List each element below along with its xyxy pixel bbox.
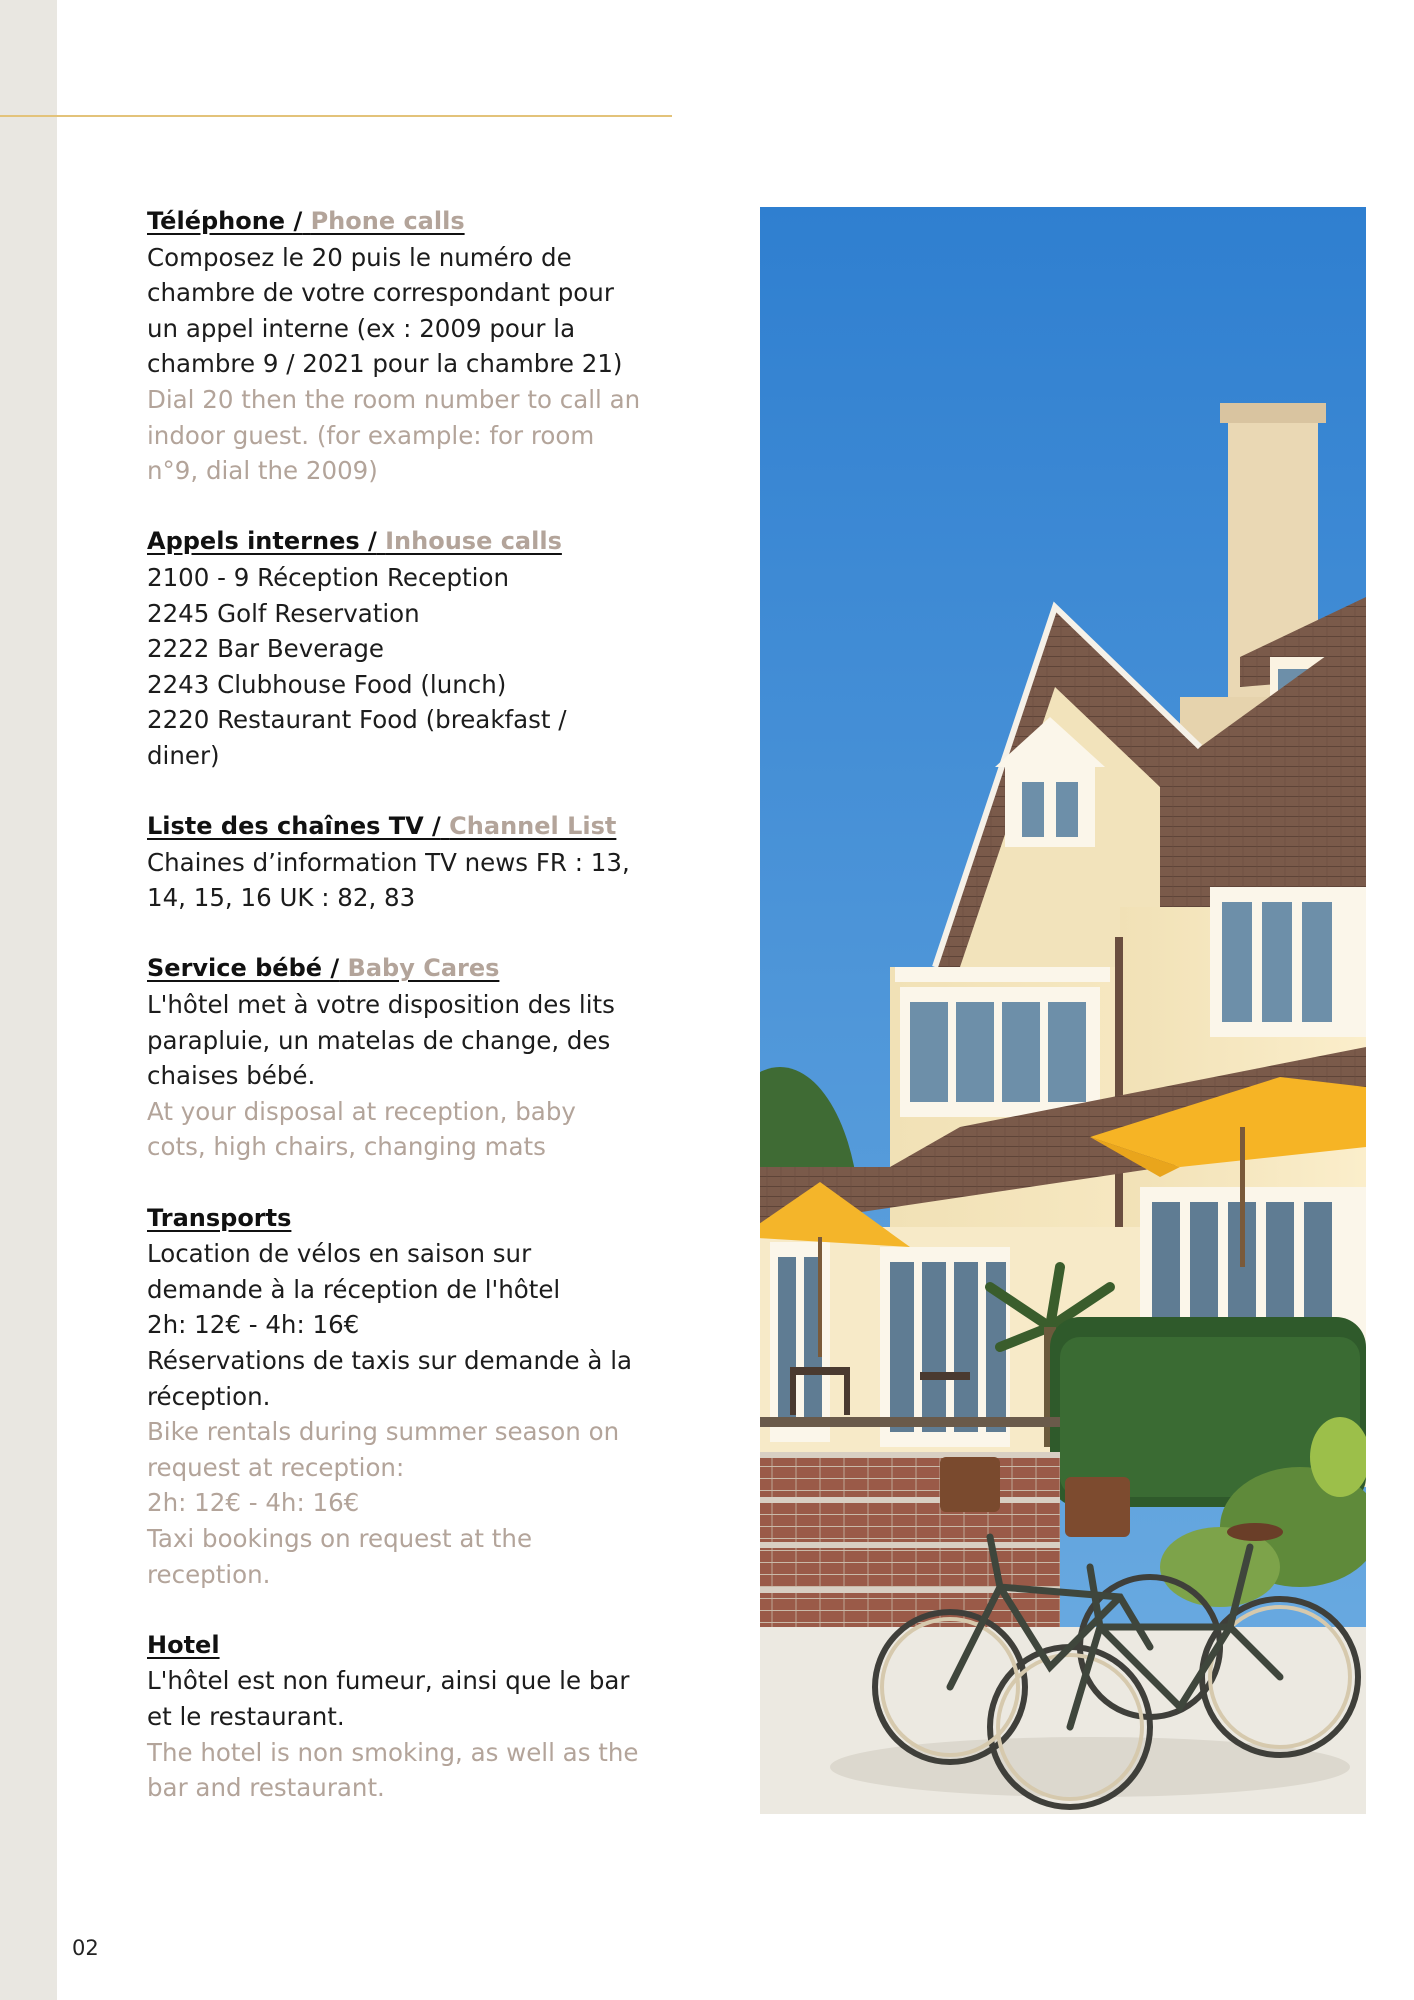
text-line: un appel interne (ex : 2009 pour la [147,313,576,343]
text-line: 2100 - 9 Réception Reception [147,562,509,592]
text-line-en: indoor guest. (for example: for room [147,420,595,450]
hotel-photo-illustration [760,207,1366,1814]
heading-en: Phone calls [310,207,465,235]
text-line: et le restaurant. [147,1701,345,1731]
text-line: parapluie, un matelas de change, des [147,1025,611,1055]
text-line-en: cots, high chairs, changing mats [147,1132,546,1162]
text-line-en: Bike rentals during summer season on [147,1417,620,1447]
heading-fr: Hotel [147,1630,220,1659]
heading-fr: Transports [147,1203,292,1232]
section-heading [147,1201,687,1237]
heading-en: Inhouse calls [385,527,562,556]
text-line-en: 2h: 12€ - 4h: 16€ [147,1488,360,1518]
text-line: chaises bébé. [147,1061,316,1091]
section-transports [147,1201,687,1593]
text-line: 2h: 12€ - 4h: 16€ [147,1310,360,1340]
section-tv-channels [147,809,687,916]
top-divider-rule [0,115,672,117]
text-line-en: At your disposal at reception, baby [147,1096,576,1126]
text-line: 2222 Bar Beverage [147,634,384,664]
text-line: Chaines d’information TV news FR : 13, [147,847,630,877]
heading-fr: Liste des chaînes TV / [147,812,441,841]
heading-en: Channel List [449,812,617,841]
text-line-en: request at reception: [147,1452,405,1482]
text-line-en: Dial 20 then the room number to call an [147,384,641,414]
section-heading [147,951,687,987]
text-line-en: Taxi bookings on request at the [147,1523,533,1553]
section-inhouse-calls [147,524,687,773]
text-line: 2220 Restaurant Food (breakfast / [147,705,567,735]
section-heading [147,809,687,845]
heading-en: Baby Cares [347,954,500,983]
text-line: 2245 Golf Reservation [147,598,420,628]
text-line: L'hôtel met à votre disposition des lits [147,990,615,1020]
text-line: demande à la réception de l'hôtel [147,1274,561,1304]
section-heading [147,204,687,240]
text-line-en: n°9, dial the 2009) [147,456,378,486]
section-heading [147,524,687,560]
hotel-photo [760,207,1366,1814]
text-line-en: bar and restaurant. [147,1773,385,1803]
text-line: chambre 9 / 2021 pour la chambre 21) [147,349,623,379]
text-line: L'hôtel est non fumeur, ainsi que le bar [147,1666,630,1696]
text-line-en: reception. [147,1559,271,1589]
info-column [147,204,687,1806]
section-baby-service [147,951,687,1165]
text-line: 14, 15, 16 UK : 82, 83 [147,883,416,913]
text-line-en: The hotel is non smoking, as well as the [147,1737,639,1767]
text-line: chambre de votre correspondant pour [147,278,614,308]
text-line: 2243 Clubhouse Food (lunch) [147,669,507,699]
section-hotel [147,1628,687,1806]
heading-fr: Service bébé / [147,954,340,983]
text-line: Location de vélos en saison sur [147,1239,532,1269]
text-line: Réservations de taxis sur demande à la [147,1346,633,1375]
heading-fr: Appels internes / [147,527,377,556]
text-line: diner) [147,740,220,770]
text-line: réception. [147,1381,271,1411]
page-number: 02 [72,1936,99,1960]
section-heading [147,1628,687,1664]
side-band [0,0,57,2000]
section-telephone [147,204,687,489]
heading-fr: Téléphone / [147,207,303,235]
text-line: Composez le 20 puis le numéro de [147,242,572,272]
